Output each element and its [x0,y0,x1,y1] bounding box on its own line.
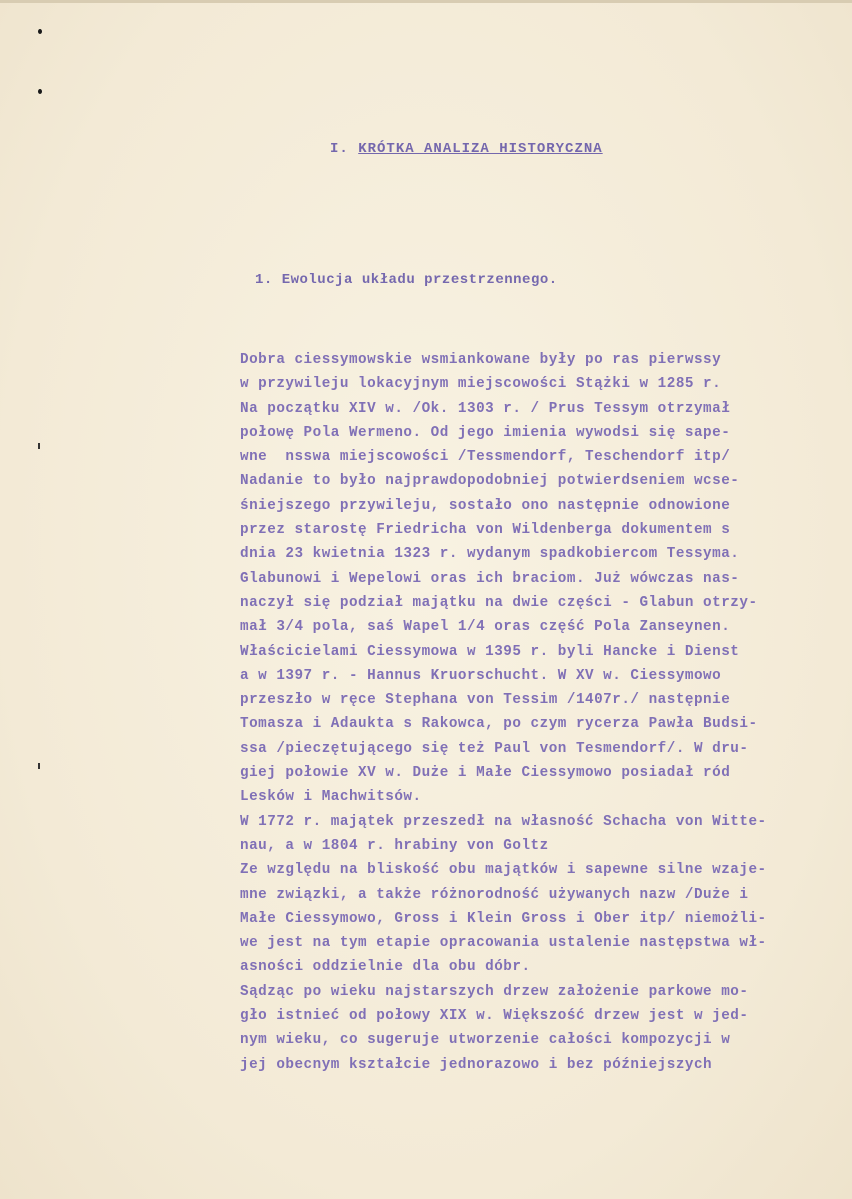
section-heading: 1. Ewolucja układu przestrzennego. [255,272,558,288]
body-line: mał 3/4 pola, saś Wapel 1/4 oras część Pola Zanseynen. [240,619,731,636]
body-line: przeszło w ręce Stephana von Tessim /1407r./ następnie [240,692,731,709]
body-line: Na początku XIV w. /Ok. 1303 r. / Prus Tessym otrzymał [240,400,731,417]
chapter-number: I. [330,141,359,157]
body-line: Lesków i Machwitsów. [240,789,422,806]
body-line: mne związki, a także różnorodność używanych nazw /Duże i [240,886,749,903]
body-line: naczył się podział majątku na dwie części - Glabun otrzy- [240,594,758,611]
body-line: Ze względu na bliskość obu majątków i sapewne silne wzaje- [240,862,767,879]
body-line: jej obecnym kształcie jednorazowo i bez późniejszych [240,1056,713,1073]
punch-hole-mark [38,89,42,94]
chapter-title-text: KRÓTKA ANALIZA HISTORYCZNA [358,141,603,157]
page-top-edge [0,0,852,3]
body-line: Sądząc po wieku najstarszych drzew założenie parkowe mo- [240,983,749,1000]
body-line: we jest na tym etapie opracowania ustalenie następstwa wł- [240,935,767,952]
body-line: asności oddzielnie dla obu dóbr. [240,959,531,976]
body-line: w przywileju lokacyjnym miejscowości Stążki w 1285 r. [240,376,722,393]
body-line: nym wieku, co sugeruje utworzenie całości kompozycji w [240,1032,731,1049]
body-line: dnia 23 kwietnia 1323 r. wydanym spadkobiercom Tessyma. [240,546,740,563]
body-line: wne nsswa miejscowości /Tessmendorf, Teschendorf itp/ [240,449,731,466]
body-line: Małe Ciessymowo, Gross i Klein Gross i Ober itp/ niemożli- [240,910,767,927]
body-line: śniejszego przywileju, sostało ono następnie odnowione [240,497,731,514]
body-line: giej połowie XV w. Duże i Małe Ciessymowo posiadał ród [240,765,731,782]
body-line: nau, a w 1804 r. hrabiny von Goltz [240,837,549,854]
body-line: Właścicielami Ciessymowa w 1395 r. byli Hancke i Dienst [240,643,740,660]
chapter-title [330,141,603,157]
punch-hole-mark [38,29,42,34]
body-line: gło istnieć od połowy XIX w. Większość drzew jest w jed- [240,1008,749,1025]
body-line: Glabunowi i Wepelowi oras ich braciom. Już wówczas nas- [240,570,740,587]
body-line: W 1772 r. majątek przeszedł na własność Schacha von Witte- [240,813,767,830]
margin-tick-mark [38,443,40,449]
body-line: przez starostę Friedricha von Wildenberga dokumentem s [240,522,731,539]
body-line: Dobra ciessymowskie wsmiankowane były po ras pierwssy [240,352,722,368]
margin-tick-mark [38,763,40,769]
body-line: połowę Pola Wermeno. Od jego imienia wywodsi się sape- [240,424,731,441]
body-line: a w 1397 r. - Hannus Kruorschucht. W XV w. Ciessymowo [240,667,722,684]
body-line: Nadanie to było najprawdopodobniej potwierdseniem wcse- [240,473,740,490]
body-line: ssa /pieczętującego się też Paul von Tesmendorf/. W dru- [240,740,749,757]
body-text [240,348,767,1077]
body-line: Tomasza i Adaukta s Rakowca, po czym rycerza Pawła Budsi- [240,716,758,733]
